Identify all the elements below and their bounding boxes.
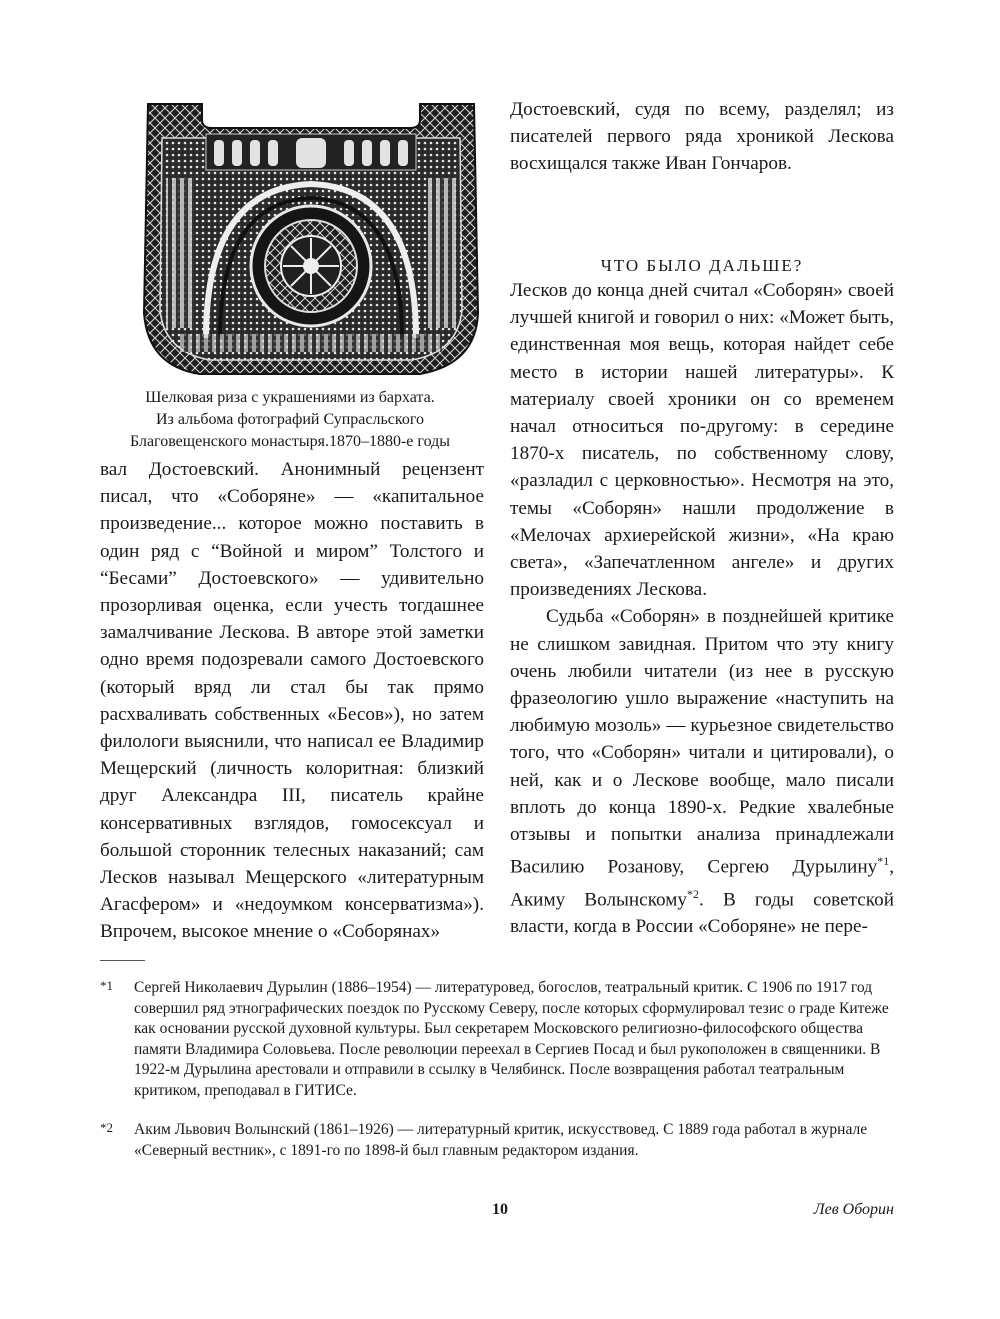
right-column-top <box>510 96 894 178</box>
paragraph-2 <box>510 603 894 940</box>
footnote-ref-2[interactable]: *2 <box>687 886 700 901</box>
running-footer-author: Лев Оборин <box>813 1201 894 1218</box>
left-column <box>100 456 484 946</box>
left-column-text: вал Достоевский. Анонимный рецензент писал, что «Соборяне» — «капитальное произведение... которое можно поставить в один ряд с “Войной и миром” Толстого и “Бесами” Достоевского» — удивительно прозорливая оценка, если учесть тогдашнее замалчивание Лескова. В авторе этой заметки одно время подозревали самого Достоевского (который вряд ли стал бы так прямо расхваливать собственных «Бесов»), но затем филологи выяснили, что написал ее Владимир Мещерский (личность колоритная: близкий друг Александра III, писатель крайне консервативных взглядов, гомосексуал и большой сторонник телесных наказаний; сам Лесков называл Мещерского «литературным Агасфером» и «недоумком консерватизма»). Впрочем, высокое мнение о «Соборянах» <box>100 459 484 943</box>
footnote-mark: *2 <box>100 1120 113 1135</box>
paragraph-2-part-b: , Акиму Волынскому <box>510 856 894 911</box>
page-number: 10 <box>492 1201 508 1218</box>
vestment-illustration <box>140 98 482 380</box>
section-heading: ЧТО БЫЛО ДАЛЬШЕ? <box>600 256 804 275</box>
footnote-text: Сергей Николаевич Дурылин (1886–1954) — литературовед, богослов, театральный критик. С 1906 по 1917 год совершил ряд этнографических поездок по Русскому Северу, после которых сформулировал тезис о граде Китеже как основании русской духовной культуры. Был секретарем Московского религиозно-философского общества памяти Владимира Соловьева. После революции переехал в Сергиев Посад и был рукоположен в священники. В 1922-м Дурылина арестовали и отправили в ссылку в Челябинск. После возвращения работал театральным критиком, преподавал в ГИТИСе. <box>134 979 889 1099</box>
paragraph-1: Лесков до конца дней считал «Соборян» своей лучшей книгой и говорил о них: «Может быть, единственная моя вещь, которая найдет себе место в истории нашей литературы». К материалу своей хроники он со временем начал относиться по-другому: в середине 1870-х писатель, по собственному слову, «разладил с церковностью». Несмотря на это, темы «Соборян» нашли продолжение в «Мелочах архиерейской жизни», «На краю света», «Запечатленном ангеле» и других произведениях Лескова. <box>510 280 894 601</box>
footnote-text: Аким Львович Волынский (1861–1926) — литературный критик, искусствовед. С 1889 года работал в журнале «Северный вестник», с 1891-го по 1898-й был главным редактором издания. <box>134 1121 868 1159</box>
right-column <box>510 277 894 941</box>
caption-line: Шелковая риза с украшениями из бархата. <box>145 389 435 406</box>
paragraph-2-part-c: . В годы советской власти, когда в России «Соборяне» не пере- <box>510 889 894 938</box>
figure-caption <box>100 387 480 453</box>
footnote-1 <box>100 978 890 1101</box>
footnote-2 <box>100 1120 890 1161</box>
right-column-top-text: Достоевский, судя по всему, разделял; из писателей первого ряда хроникой Лескова восхищался также Иван Гончаров. <box>510 99 894 175</box>
footnote-divider <box>100 960 145 961</box>
footnote-mark: *1 <box>100 978 113 993</box>
paragraph-2-part-a: Судьба «Соборян» в позднейшей критике не слишком завидная. Притом что эту книгу очень любили читатели (из нее в русскую фразеологию ушло выражение «наступить на любимую мозоль» — курьезное свидетельство того, что «Соборян» читали и цитировали), о ней, как и о Лескове вообще, мало писали вплоть до конца 1890-х. Редкие хвалебные отзывы и попытки анализа принадлежали Василию Розанову, Сергею Дурылину <box>510 606 894 878</box>
footnote-ref-1[interactable]: *1 <box>877 854 890 869</box>
caption-line: Благовещенского монастыря.1870–1880-е годы <box>129 433 450 450</box>
caption-line: Из альбома фотографий Супрасльского <box>156 411 424 428</box>
